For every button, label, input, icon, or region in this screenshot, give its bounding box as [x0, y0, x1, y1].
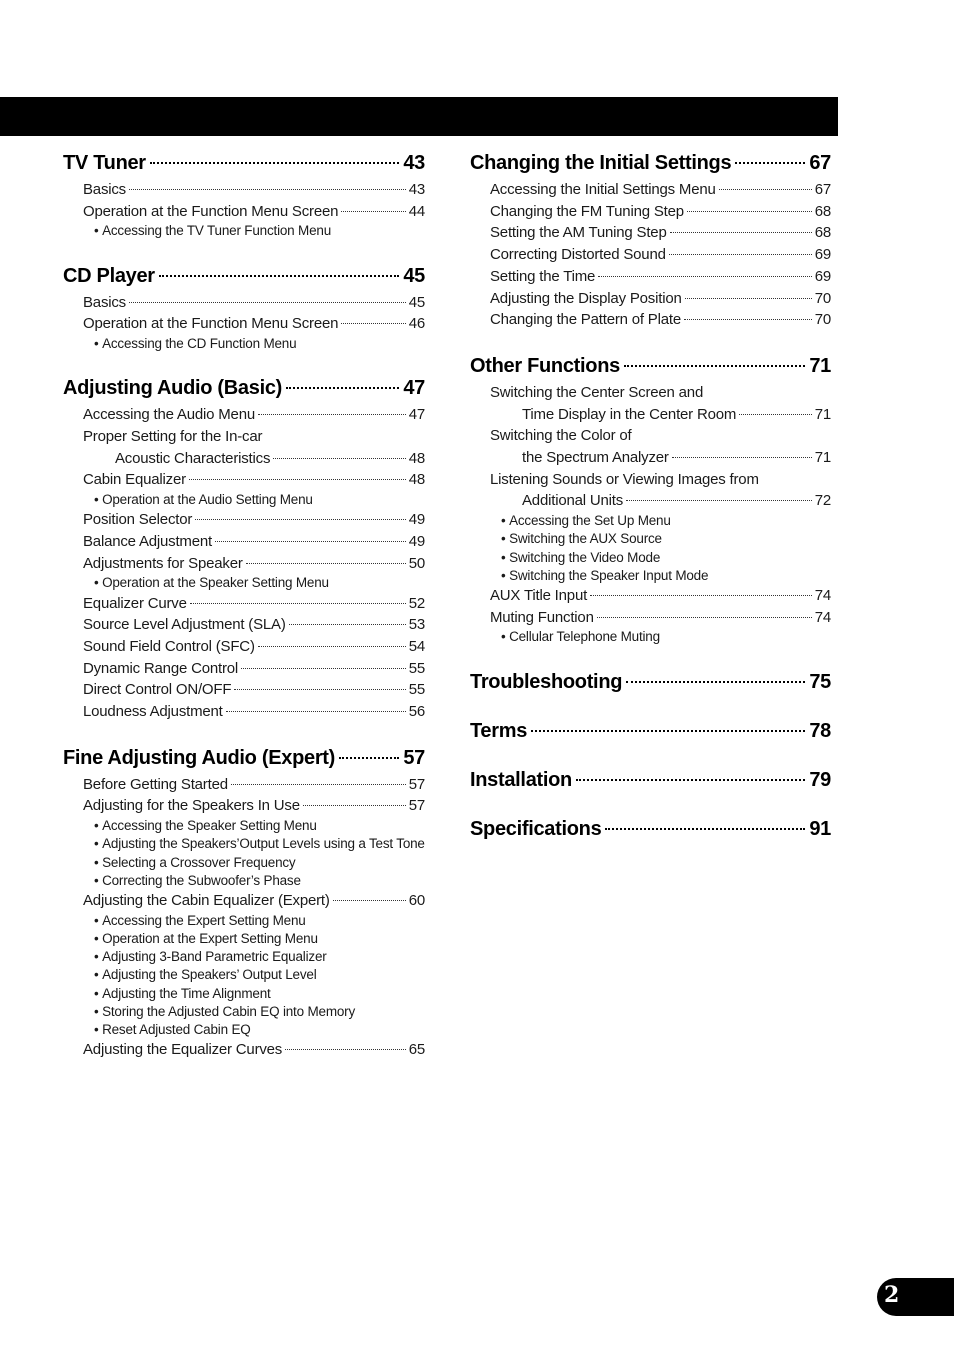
dot-leader	[333, 900, 406, 901]
entry-page-number: 55	[408, 659, 425, 677]
toc-entry[interactable]	[63, 531, 425, 553]
dot-leader	[273, 458, 405, 459]
section-heading[interactable]	[470, 816, 831, 843]
entry-page-number: 69	[814, 246, 831, 264]
dot-leader	[735, 162, 805, 164]
page-number-tab	[877, 1278, 954, 1316]
entry-page-number: 65	[408, 1041, 425, 1059]
entry-page-number: 69	[814, 267, 831, 285]
toc-section	[470, 150, 831, 331]
section-heading[interactable]	[63, 745, 425, 772]
toc-entry[interactable]	[63, 658, 425, 680]
toc-subitem: • Switching the Video Mode	[470, 549, 831, 567]
entry-page-number: 67	[814, 181, 831, 198]
section-title: CD Player	[63, 264, 155, 287]
entry-title: Adjustments for Speaker	[83, 554, 243, 572]
section-title: Troubleshooting	[470, 670, 623, 693]
toc-entry[interactable]	[470, 490, 831, 512]
entry-page-number: 47	[408, 406, 425, 424]
entry-title: Position Selector	[83, 511, 193, 529]
dot-leader	[598, 276, 812, 277]
entry-title: Cabin Equalizer	[83, 471, 186, 489]
toc-subitem: • Operation at the Audio Setting Menu	[63, 491, 425, 509]
toc-section	[470, 669, 831, 696]
section-page-number: 79	[809, 768, 831, 791]
toc-section	[63, 150, 425, 241]
entry-title: Operation at the Function Menu Screen	[83, 315, 339, 333]
toc-subitem: • Correcting the Subwoofer’s Phase	[63, 872, 425, 890]
dot-leader	[231, 784, 406, 785]
entry-page-number: 55	[408, 681, 425, 699]
toc-subitem: • Adjusting the Speakers’ Output Level	[63, 966, 425, 984]
entry-page-number: 49	[408, 511, 425, 529]
toc-subitem: • Operation at the Expert Setting Menu	[63, 930, 425, 948]
toc-section	[63, 745, 425, 1061]
dot-leader	[687, 211, 812, 212]
toc-entry[interactable]	[470, 222, 831, 244]
entry-page-number: 71	[814, 405, 831, 423]
section-page-number: 71	[809, 354, 831, 377]
section-heading[interactable]	[470, 767, 831, 794]
toc-entry[interactable]	[470, 309, 831, 331]
toc-entry[interactable]	[63, 313, 425, 335]
toc-entry[interactable]	[63, 679, 425, 701]
entry-title: Dynamic Range Control	[83, 659, 239, 677]
section-title: Adjusting Audio (Basic)	[63, 377, 283, 400]
entry-page-number: 50	[408, 554, 425, 572]
dot-leader	[626, 500, 812, 501]
entry-page-number: 43	[408, 181, 425, 198]
dot-leader	[669, 254, 812, 255]
toc-entry[interactable]	[63, 636, 425, 658]
toc-entry[interactable]	[470, 266, 831, 288]
dot-leader	[590, 595, 812, 596]
section-page-number: 47	[403, 377, 425, 400]
toc-subitem: • Accessing the Speaker Setting Menu	[63, 817, 425, 835]
dot-leader	[285, 1049, 406, 1050]
dot-leader	[159, 275, 400, 277]
section-title: Changing the Initial Settings	[470, 152, 732, 174]
entry-title: Sound Field Control (SFC)	[83, 637, 255, 655]
entry-title: Source Level Adjustment (SLA)	[83, 616, 286, 634]
entry-title-line: Proper Setting for the In-car	[83, 427, 263, 445]
entry-title: AUX Title Input	[490, 586, 588, 604]
section-page-number: 45	[403, 264, 425, 287]
dot-leader	[341, 211, 405, 212]
section-page-number: 78	[809, 719, 831, 742]
dot-leader	[719, 189, 812, 190]
toc-subitem: • Reset Adjusted Cabin EQ	[63, 1021, 425, 1039]
dot-leader	[150, 162, 400, 164]
entry-page-number: 45	[408, 293, 425, 311]
entry-title: Adjusting for the Speakers In Use	[83, 797, 300, 815]
entry-page-number: 60	[408, 891, 425, 909]
toc-subitem: • Storing the Adjusted Cabin EQ into Memory	[63, 1003, 425, 1021]
entry-page-number: 74	[814, 586, 831, 604]
toc-entry[interactable]	[63, 614, 425, 636]
entry-page-number: 74	[814, 608, 831, 626]
dot-leader	[226, 711, 406, 712]
dot-leader	[258, 414, 406, 415]
entry-title: Basics	[83, 181, 126, 198]
toc-right-column	[470, 150, 831, 861]
dot-leader	[624, 365, 805, 367]
entry-title: Setting the AM Tuning Step	[490, 224, 667, 242]
entry-title: Basics	[83, 293, 126, 311]
dot-leader	[626, 681, 805, 683]
section-page-number: 43	[403, 152, 425, 174]
toc-subitem: • Switching the AUX Source	[470, 530, 831, 548]
toc-entry[interactable]	[63, 509, 425, 531]
entry-title: Adjusting the Cabin Equalizer (Expert)	[83, 891, 330, 909]
toc-entry[interactable]	[470, 607, 831, 629]
dot-leader	[289, 624, 406, 625]
entry-page-number: 70	[814, 311, 831, 329]
toc-subitem: • Accessing the CD Function Menu	[63, 335, 425, 353]
toc-entry[interactable]	[63, 890, 425, 912]
entry-title: Muting Function	[490, 608, 594, 626]
dot-leader	[531, 730, 805, 732]
dot-leader	[189, 479, 406, 480]
entry-title: Balance Adjustment	[83, 532, 212, 550]
toc-entry[interactable]	[63, 701, 425, 723]
entry-title: Time Display in the Center Room	[522, 405, 737, 423]
entry-page-number: 48	[408, 471, 425, 489]
toc-entry[interactable]	[470, 585, 831, 607]
page-number: 2	[884, 1282, 900, 1308]
toc-subitem: • Adjusting the Time Alignment	[63, 985, 425, 1003]
dot-leader	[286, 387, 399, 389]
entry-title: Acoustic Characteristics	[115, 449, 271, 467]
entry-title: Additional Units	[522, 492, 624, 510]
entry-page-number: 44	[408, 202, 425, 220]
dot-leader	[190, 603, 406, 604]
entry-title: Equalizer Curve	[83, 594, 187, 612]
section-title: Specifications	[470, 817, 602, 840]
toc-subitem: • Accessing the TV Tuner Function Menu	[63, 222, 425, 240]
toc-subitem: • Cellular Telephone Muting	[470, 628, 831, 646]
dot-leader	[258, 646, 406, 647]
entry-title: Loudness Adjustment	[83, 703, 223, 721]
toc-subitem: • Adjusting the Speakers’Output Levels using a Test Tone	[63, 835, 425, 853]
toc-section	[470, 816, 831, 843]
toc-entry[interactable]	[470, 404, 831, 426]
dot-leader	[215, 541, 406, 542]
dot-leader	[341, 323, 405, 324]
dot-leader	[241, 668, 406, 669]
entry-page-number: 68	[814, 202, 831, 220]
section-title: Terms	[470, 719, 528, 742]
section-heading[interactable]	[470, 718, 831, 745]
toc-entry[interactable]	[63, 593, 425, 615]
section-heading[interactable]	[470, 669, 831, 696]
toc-entry[interactable]	[63, 1039, 425, 1061]
entry-title: Direct Control ON/OFF	[83, 681, 232, 699]
entry-page-number: 56	[408, 703, 425, 721]
entry-title: Setting the Time	[490, 267, 596, 285]
entry-page-number: 57	[408, 797, 425, 815]
entry-title: Adjusting the Equalizer Curves	[83, 1041, 283, 1059]
entry-title: the Spectrum Analyzer	[522, 449, 669, 467]
toc-entry[interactable]	[470, 244, 831, 266]
section-page-number: 75	[809, 670, 831, 693]
toc-entry[interactable]	[470, 179, 831, 201]
toc-entry[interactable]	[63, 469, 425, 491]
entry-page-number: 71	[814, 449, 831, 467]
entry-page-number: 48	[408, 449, 425, 467]
toc-entry[interactable]	[63, 553, 425, 575]
toc-entry[interactable]	[63, 404, 425, 426]
dot-leader	[605, 828, 805, 830]
toc-entry[interactable]	[63, 201, 425, 223]
toc-entry[interactable]	[63, 292, 425, 314]
dot-leader	[234, 689, 405, 690]
entry-title-line: Listening Sounds or Viewing Images from	[490, 470, 759, 488]
section-heading[interactable]	[470, 353, 831, 380]
dot-leader	[339, 757, 399, 759]
dot-leader	[246, 563, 406, 564]
section-heading[interactable]	[470, 150, 831, 177]
dot-leader	[129, 302, 406, 303]
toc-subitem: • Operation at the Speaker Setting Menu	[63, 574, 425, 592]
entry-title: Changing the Pattern of Plate	[490, 311, 682, 329]
dot-leader	[303, 805, 406, 806]
entry-page-number: 54	[408, 637, 425, 655]
section-page-number: 91	[809, 817, 831, 840]
toc-entry[interactable]	[470, 201, 831, 223]
section-page-number: 57	[403, 746, 425, 769]
toc-section	[63, 375, 425, 723]
entry-title: Accessing the Audio Menu	[83, 406, 255, 424]
toc-entry[interactable]	[63, 795, 425, 817]
section-heading[interactable]	[63, 375, 425, 402]
entry-title: Operation at the Function Menu Screen	[83, 202, 339, 220]
toc-entry[interactable]	[63, 448, 425, 470]
toc-section	[470, 353, 831, 647]
entry-page-number: 46	[408, 315, 425, 333]
entry-title-line: Switching the Color of	[490, 427, 632, 445]
toc-entry[interactable]	[63, 774, 425, 796]
toc-entry[interactable]	[470, 288, 831, 310]
entry-page-number: 52	[408, 594, 425, 612]
section-title: Installation	[470, 768, 572, 791]
toc-section	[470, 718, 831, 745]
toc-subitem: • Switching the Speaker Input Mode	[470, 567, 831, 585]
dot-leader	[195, 519, 406, 520]
section-title: Fine Adjusting Audio (Expert)	[63, 746, 336, 769]
toc-subitem: • Accessing the Set Up Menu	[470, 512, 831, 530]
toc-subitem: • Selecting a Crossover Frequency	[63, 854, 425, 872]
toc-entry[interactable]	[63, 179, 425, 201]
section-page-number: 67	[809, 152, 831, 174]
header-bar	[0, 97, 838, 136]
entry-title: Accessing the Initial Settings Menu	[490, 181, 716, 198]
dot-leader	[684, 319, 812, 320]
section-title: TV Tuner	[63, 152, 146, 174]
dot-leader	[739, 414, 812, 415]
entry-page-number: 57	[408, 775, 425, 793]
toc-entry[interactable]	[470, 447, 831, 469]
dot-leader	[576, 779, 805, 781]
dot-leader	[670, 232, 812, 233]
toc-subitem: • Accessing the Expert Setting Menu	[63, 912, 425, 930]
dot-leader	[597, 617, 812, 618]
toc-left-column	[63, 150, 425, 1079]
dot-leader	[685, 298, 812, 299]
entry-page-number: 49	[408, 532, 425, 550]
entry-page-number: 72	[814, 492, 831, 510]
entry-page-number: 53	[408, 616, 425, 634]
section-heading[interactable]	[63, 150, 425, 177]
dot-leader	[129, 189, 406, 190]
section-title: Other Functions	[470, 354, 620, 377]
toc-section	[63, 263, 425, 354]
dot-leader	[672, 457, 812, 458]
entry-title: Changing the FM Tuning Step	[490, 202, 684, 220]
entry-title: Adjusting the Display Position	[490, 289, 682, 307]
entry-page-number: 68	[814, 224, 831, 242]
entry-page-number: 70	[814, 289, 831, 307]
section-heading[interactable]	[63, 263, 425, 290]
entry-title-line: Switching the Center Screen and	[490, 383, 704, 401]
toc-section	[470, 767, 831, 794]
toc-subitem: • Adjusting 3-Band Parametric Equalizer	[63, 948, 425, 966]
entry-title: Before Getting Started	[83, 775, 228, 793]
entry-title: Correcting Distorted Sound	[490, 246, 666, 264]
